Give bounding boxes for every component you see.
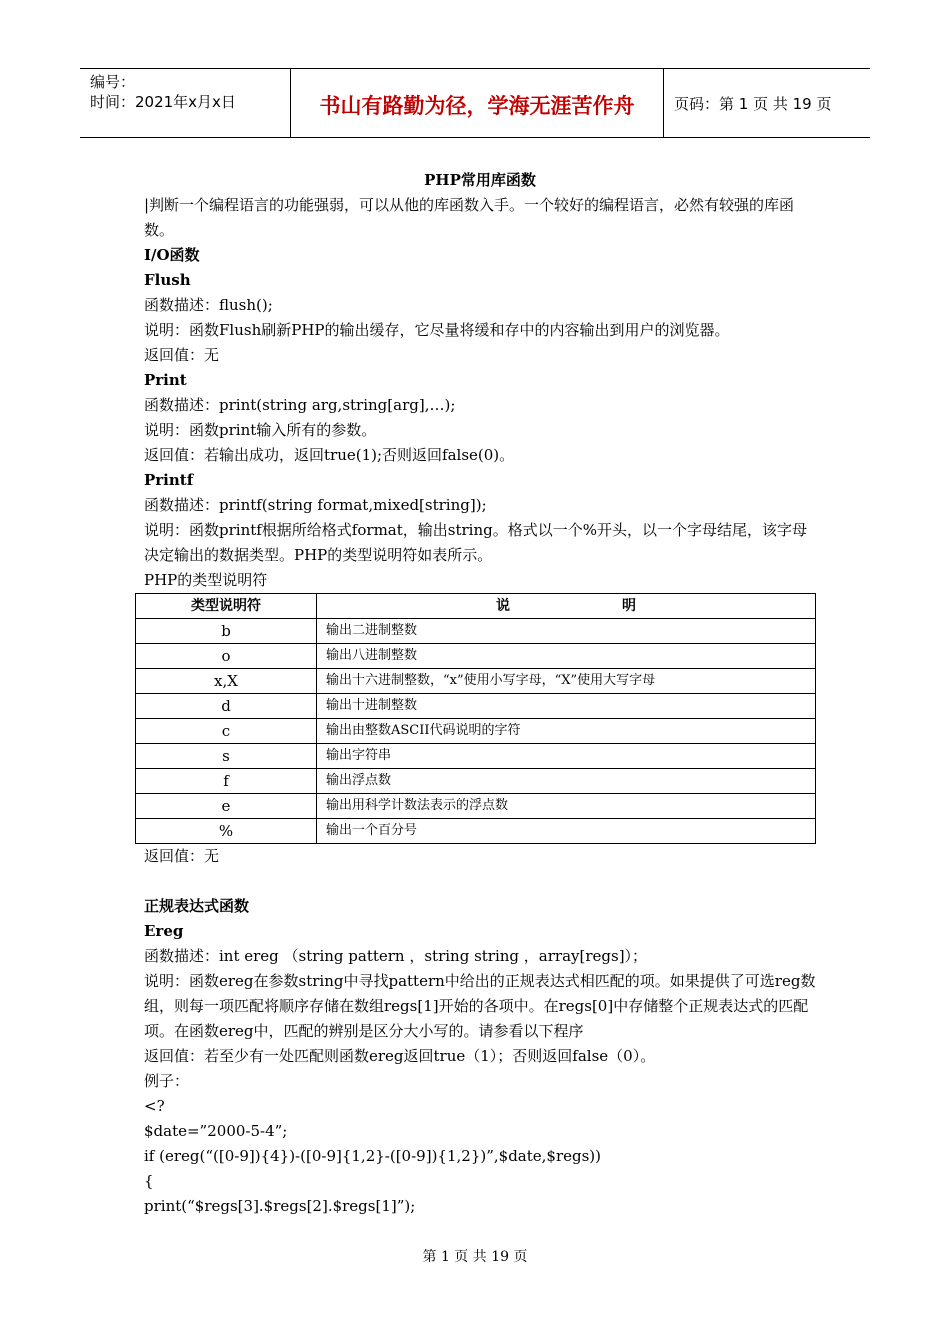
example-label: 例子： xyxy=(144,1072,190,1090)
table-cell-specifier: d xyxy=(136,694,317,719)
table-cell-description: 输出十进制整数 xyxy=(317,694,816,719)
code-line: <? xyxy=(144,1097,165,1115)
header-motto: 书山有路勤为径，学海无涯苦作舟 xyxy=(291,69,664,137)
code-line: if (ereg(“([0-9]){4})-([0-9]{1,2}-([0-9]){1,2})”,$date,$regs)) xyxy=(144,1147,602,1165)
page-header xyxy=(80,68,870,138)
table-row xyxy=(136,719,816,744)
header-page-info: 页码：第 1 页 共 19 页 xyxy=(674,94,832,113)
table-cell-specifier: b xyxy=(136,619,317,644)
flush-desc: 函数描述：flush(); xyxy=(144,296,273,314)
table-header-cell: 类型说明符 xyxy=(136,594,317,619)
table-header-cell: 说 明 xyxy=(317,594,816,619)
table-cell-specifier: x,X xyxy=(136,669,317,694)
printf-name: Printf xyxy=(144,471,194,489)
code-line: print(“$regs[3].$regs[2].$regs[1]”); xyxy=(144,1197,416,1215)
blank-line xyxy=(144,869,816,894)
table-cell-specifier: o xyxy=(136,644,317,669)
ereg-desc: 函数描述：int ereg （string pattern ，string string ，array[regs]）； xyxy=(144,947,648,965)
table-row xyxy=(136,669,816,694)
print-return: 返回值：若输出成功，返回true(1);否则返回false(0)。 xyxy=(144,446,515,464)
table-cell-specifier: c xyxy=(136,719,317,744)
print-note: 说明：函数print输入所有的参数。 xyxy=(144,421,377,439)
code-line: { xyxy=(144,1172,154,1190)
table-cell-description: 输出一个百分号 xyxy=(317,819,816,844)
flush-name: Flush xyxy=(144,271,191,289)
ereg-return: 返回值：若至少有一处匹配则函数ereg返回true（1）；否则返回false（0）。 xyxy=(144,1047,656,1065)
table-row xyxy=(136,744,816,769)
table-cell-description: 输出二进制整数 xyxy=(317,619,816,644)
header-number-label: 编号： xyxy=(90,73,136,91)
ereg-name: Ereg xyxy=(144,922,184,940)
table-row xyxy=(136,794,816,819)
printf-note: 说明：函数printf根据所给格式format，输出string。格式以一个%开头，以一个字母结尾，该字母决定输出的数据类型。PHP的类型说明符如表所示。 xyxy=(144,521,807,564)
table-cell-specifier: % xyxy=(136,819,317,844)
table-cell-description: 输出字符串 xyxy=(317,744,816,769)
type-spec-table xyxy=(135,593,816,844)
document-body xyxy=(144,168,816,1219)
doc-intro: |判断一个编程语言的功能强弱，可以从他的库函数入手。一个较好的编程语言，必然有较强的库函数。 xyxy=(144,196,795,239)
printf-return: 返回值：无 xyxy=(144,847,220,865)
table-row xyxy=(136,619,816,644)
table-cell-specifier: e xyxy=(136,794,317,819)
print-name: Print xyxy=(144,371,187,389)
table-cell-description: 输出由整数ASCII代码说明的字符 xyxy=(317,719,816,744)
doc-title: PHP常用库函数 xyxy=(424,171,536,189)
table-row xyxy=(136,644,816,669)
table-cell-specifier: s xyxy=(136,744,317,769)
printf-desc: 函数描述：printf(string format,mixed[string]); xyxy=(144,496,487,514)
table-cell-description: 输出十六进制整数，“x”使用小写字母，“X”使用大写字母 xyxy=(317,669,816,694)
header-meta xyxy=(80,69,291,137)
table-cell-description: 输出浮点数 xyxy=(317,769,816,794)
flush-return: 返回值：无 xyxy=(144,346,220,364)
regex-heading: 正规表达式函数 xyxy=(144,897,250,915)
table-cell-description: 输出用科学计数法表示的浮点数 xyxy=(317,794,816,819)
table-cell-description: 输出八进制整数 xyxy=(317,644,816,669)
print-desc: 函数描述：print(string arg,string[arg],…); xyxy=(144,396,456,414)
header-time-label: 时间：2021年x月x日 xyxy=(90,93,236,111)
table-header-row xyxy=(136,594,816,619)
ereg-note: 说明：函数ereg在参数string中寻找pattern中给出的正规表达式相匹配的项。如果提供了可选reg数组，则每一项匹配将顺序存储在数组regs[1]开始的各项中。在regs[0]中存储整个正规表达式的匹配项。在函数ereg中，匹配的辨别是区分大小写的。请参看以下程序 xyxy=(144,972,816,1040)
table-row xyxy=(136,819,816,844)
flush-note: 说明：函数Flush刷新PHP的输出缓存，它尽量将缓和存中的内容输出到用户的浏览器。 xyxy=(144,321,730,339)
io-heading: I/O函数 xyxy=(144,246,200,264)
page-footer: 第 1 页 共 19 页 xyxy=(422,1249,528,1265)
table-row xyxy=(136,694,816,719)
table-caption: PHP的类型说明符 xyxy=(144,571,268,589)
table-cell-specifier: f xyxy=(136,769,317,794)
table-row xyxy=(136,769,816,794)
code-line: $date=”2000-5-4”; xyxy=(144,1122,288,1140)
